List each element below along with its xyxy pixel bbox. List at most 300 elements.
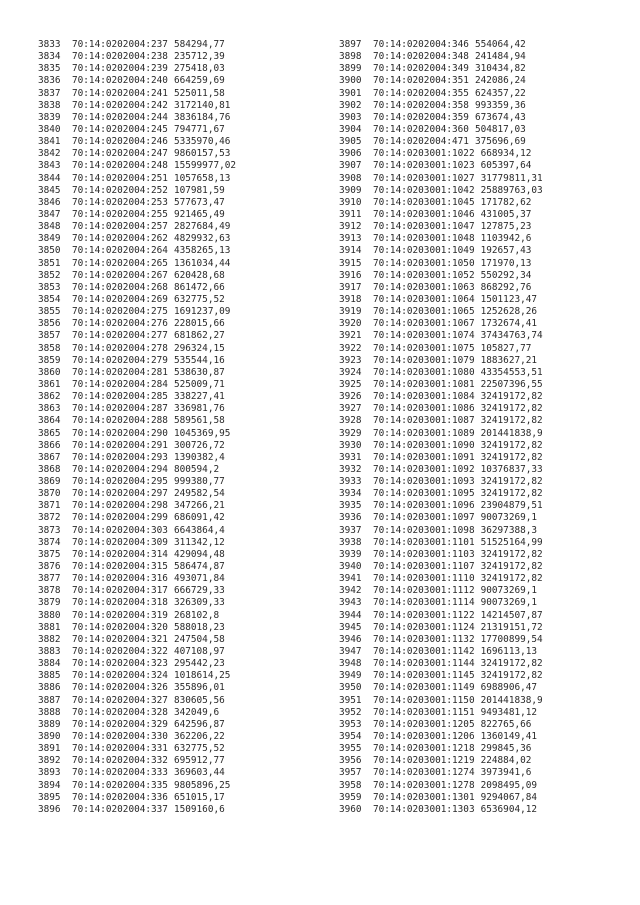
row-number: 3949 xyxy=(339,670,362,682)
row-number: 3890 xyxy=(38,731,61,743)
value-cell: 1057658,13 xyxy=(173,172,231,184)
table-row xyxy=(38,197,236,209)
value-cell: 369603,44 xyxy=(173,767,225,779)
row-number: 3912 xyxy=(339,221,362,233)
row-number: 3959 xyxy=(339,791,362,803)
value-cell: 1509160,6 xyxy=(173,803,225,815)
table-row xyxy=(38,415,236,427)
cadastral-number: 70:14:0203001:1080 xyxy=(373,366,475,378)
value-cell: 868292,76 xyxy=(480,281,532,293)
cadastral-number: 70:14:0202004:242 xyxy=(72,99,168,111)
table-row xyxy=(38,270,236,282)
cadastral-number: 70:14:0203001:1046 xyxy=(373,208,475,220)
row-number: 3872 xyxy=(38,512,61,524)
value-cell: 525009,71 xyxy=(173,378,225,390)
value-cell: 9805896,25 xyxy=(173,779,231,791)
value-cell: 6988906,47 xyxy=(480,682,538,694)
table-row xyxy=(339,112,543,124)
value-cell: 9860157,53 xyxy=(173,148,231,160)
value-cell: 362206,22 xyxy=(173,731,225,743)
table-row xyxy=(38,318,236,330)
value-cell: 830605,56 xyxy=(173,694,225,706)
row-number: 3936 xyxy=(339,512,362,524)
value-cell: 37434763,74 xyxy=(480,330,543,342)
cadastral-number: 70:14:0203001:1049 xyxy=(373,245,475,257)
cadastral-number: 70:14:0203001:1124 xyxy=(373,621,475,633)
cadastral-number: 70:14:0202004:321 xyxy=(72,633,168,645)
row-number: 3886 xyxy=(38,682,61,694)
value-cell: 17700899,54 xyxy=(480,633,543,645)
table-row xyxy=(38,282,236,294)
table-row xyxy=(339,573,543,585)
row-number: 3925 xyxy=(339,378,362,390)
row-number: 3885 xyxy=(38,670,61,682)
value-cell: 1018614,25 xyxy=(173,670,231,682)
table-row xyxy=(339,209,543,221)
table-row xyxy=(339,780,543,792)
cadastral-number: 70:14:0203001:1096 xyxy=(373,500,475,512)
table-row xyxy=(38,804,236,816)
cadastral-number: 70:14:0203001:1150 xyxy=(373,694,475,706)
cadastral-number: 70:14:0202004:324 xyxy=(72,670,168,682)
value-cell: 43354553,51 xyxy=(480,366,543,378)
table-row xyxy=(339,646,543,658)
value-cell: 673674,43 xyxy=(474,111,526,123)
table-row xyxy=(38,100,236,112)
table-row xyxy=(38,682,236,694)
table-row xyxy=(339,561,543,573)
table-row xyxy=(38,440,236,452)
value-cell: 296324,15 xyxy=(173,342,225,354)
cadastral-number: 70:14:0202004:337 xyxy=(72,803,168,815)
value-cell: 686091,42 xyxy=(173,512,225,524)
cadastral-number: 70:14:0202004:358 xyxy=(373,99,469,111)
row-number: 3921 xyxy=(339,330,362,342)
cadastral-number: 70:14:0202004:237 xyxy=(72,39,168,50)
cadastral-number: 70:14:0203001:1103 xyxy=(373,548,475,560)
row-number: 3841 xyxy=(38,136,61,148)
value-cell: 242086,24 xyxy=(474,75,526,87)
row-number: 3896 xyxy=(38,803,61,815)
row-number: 3842 xyxy=(38,148,61,160)
row-number: 3891 xyxy=(38,743,61,755)
row-number: 3911 xyxy=(339,208,362,220)
cadastral-number: 70:14:0202004:269 xyxy=(72,293,168,305)
value-cell: 342049,6 xyxy=(173,706,220,718)
table-row xyxy=(339,75,543,87)
row-number: 3932 xyxy=(339,463,362,475)
value-cell: 32419172,82 xyxy=(480,670,543,682)
cadastral-number: 70:14:0203001:1042 xyxy=(373,184,475,196)
table-row xyxy=(339,415,543,427)
value-cell: 5335970,46 xyxy=(173,136,231,148)
cadastral-number: 70:14:0202004:295 xyxy=(72,476,168,488)
table-row xyxy=(339,682,543,694)
row-number: 3862 xyxy=(38,391,61,403)
cadastral-number: 70:14:0202004:287 xyxy=(72,403,168,415)
row-number: 3928 xyxy=(339,415,362,427)
row-number: 3846 xyxy=(38,196,61,208)
value-cell: 32419172,82 xyxy=(480,573,543,585)
table-row xyxy=(38,610,236,622)
row-number: 3853 xyxy=(38,281,61,293)
row-number: 3909 xyxy=(339,184,362,196)
value-cell: 9493481,12 xyxy=(480,706,538,718)
cadastral-number: 70:14:0202004:323 xyxy=(72,658,168,670)
value-cell: 993359,36 xyxy=(474,99,526,111)
row-number: 3865 xyxy=(38,427,61,439)
value-cell: 1252628,26 xyxy=(480,306,538,318)
cadastral-number: 70:14:0203001:1145 xyxy=(373,670,475,682)
value-cell: 268102,8 xyxy=(173,609,220,621)
table-row xyxy=(339,804,543,816)
cadastral-number: 70:14:0202004:303 xyxy=(72,524,168,536)
table-row xyxy=(339,136,543,148)
cadastral-number: 70:14:0202004:331 xyxy=(72,743,168,755)
cadastral-number: 70:14:0202004:327 xyxy=(72,694,168,706)
row-number: 3946 xyxy=(339,633,362,645)
row-number: 3950 xyxy=(339,682,362,694)
table-row xyxy=(339,63,543,75)
cadastral-number: 70:14:0202004:255 xyxy=(72,208,168,220)
table-row xyxy=(38,221,236,233)
table-row xyxy=(339,767,543,779)
table-row xyxy=(339,792,543,804)
left-column xyxy=(38,39,236,816)
table-row xyxy=(339,476,543,488)
row-number: 3944 xyxy=(339,609,362,621)
cadastral-number: 70:14:0202004:351 xyxy=(373,75,469,87)
row-number: 3884 xyxy=(38,658,61,670)
row-number: 3904 xyxy=(339,123,362,135)
cadastral-number: 70:14:0202004:245 xyxy=(72,123,168,135)
value-cell: 588018,23 xyxy=(173,621,225,633)
value-cell: 525011,58 xyxy=(173,87,225,99)
row-number: 3854 xyxy=(38,293,61,305)
table-row xyxy=(339,355,543,367)
cadastral-number: 70:14:0202004:252 xyxy=(72,184,168,196)
cadastral-number: 70:14:0203001:1218 xyxy=(373,743,475,755)
cadastral-number: 70:14:0203001:1065 xyxy=(373,306,475,318)
row-number: 3882 xyxy=(38,633,61,645)
value-cell: 681862,27 xyxy=(173,330,225,342)
cadastral-number: 70:14:0202004:246 xyxy=(72,136,168,148)
value-cell: 6643864,4 xyxy=(173,524,225,536)
row-number: 3914 xyxy=(339,245,362,257)
row-number: 3938 xyxy=(339,536,362,548)
cadastral-number: 70:14:0203001:1091 xyxy=(373,451,475,463)
value-cell: 32419172,82 xyxy=(480,548,543,560)
value-cell: 431005,37 xyxy=(480,208,532,220)
value-cell: 586474,87 xyxy=(173,561,225,573)
cadastral-number: 70:14:0202004:315 xyxy=(72,561,168,573)
value-cell: 642596,87 xyxy=(173,718,225,730)
table-row xyxy=(38,294,236,306)
row-number: 3866 xyxy=(38,439,61,451)
table-row xyxy=(38,39,236,51)
value-cell: 1390382,4 xyxy=(173,451,225,463)
table-row xyxy=(339,731,543,743)
table-row xyxy=(38,695,236,707)
cadastral-number: 70:14:0202004:241 xyxy=(72,87,168,99)
table-row xyxy=(38,403,236,415)
row-number: 3908 xyxy=(339,172,362,184)
table-row xyxy=(339,100,543,112)
value-cell: 311342,12 xyxy=(173,536,225,548)
table-row xyxy=(339,51,543,63)
cadastral-number: 70:14:0203001:1107 xyxy=(373,561,475,573)
row-number: 3887 xyxy=(38,694,61,706)
table-row xyxy=(38,500,236,512)
table-row xyxy=(339,294,543,306)
cadastral-number: 70:14:0202004:328 xyxy=(72,706,168,718)
value-cell: 4358265,13 xyxy=(173,245,231,257)
table-row xyxy=(38,719,236,731)
table-row xyxy=(38,780,236,792)
value-cell: 32419172,82 xyxy=(480,476,543,488)
row-number: 3960 xyxy=(339,803,362,815)
table-row xyxy=(38,75,236,87)
table-row xyxy=(339,658,543,670)
row-number: 3873 xyxy=(38,524,61,536)
value-cell: 632775,52 xyxy=(173,293,225,305)
table-row xyxy=(38,343,236,355)
row-number: 3858 xyxy=(38,342,61,354)
row-number: 3927 xyxy=(339,403,362,415)
table-row xyxy=(339,173,543,185)
cadastral-number: 70:14:0203001:1052 xyxy=(373,269,475,281)
value-cell: 861472,66 xyxy=(173,281,225,293)
row-number: 3923 xyxy=(339,354,362,366)
table-row xyxy=(339,585,543,597)
table-row xyxy=(339,258,543,270)
table-row xyxy=(38,525,236,537)
row-number: 3945 xyxy=(339,621,362,633)
row-number: 3856 xyxy=(38,318,61,330)
table-row xyxy=(38,549,236,561)
cadastral-number: 70:14:0202004:251 xyxy=(72,172,168,184)
row-number: 3889 xyxy=(38,718,61,730)
table-row xyxy=(38,112,236,124)
table-row xyxy=(38,597,236,609)
cadastral-number: 70:14:0202004:238 xyxy=(72,51,168,63)
table-row xyxy=(339,343,543,355)
row-number: 3913 xyxy=(339,233,362,245)
value-cell: 310434,82 xyxy=(474,63,526,75)
cadastral-number: 70:14:0202004:268 xyxy=(72,281,168,293)
row-number: 3857 xyxy=(38,330,61,342)
value-cell: 664259,69 xyxy=(173,75,225,87)
value-cell: 429094,48 xyxy=(173,548,225,560)
row-number: 3888 xyxy=(38,706,61,718)
row-number: 3931 xyxy=(339,451,362,463)
value-cell: 1732674,41 xyxy=(480,318,538,330)
right-column xyxy=(339,39,543,816)
table-row xyxy=(339,185,543,197)
table-row xyxy=(38,379,236,391)
row-number: 3939 xyxy=(339,548,362,560)
value-cell: 3172140,81 xyxy=(173,99,231,111)
cadastral-number: 70:14:0202004:248 xyxy=(72,160,168,172)
table-row xyxy=(339,634,543,646)
cadastral-number: 70:14:0202004:262 xyxy=(72,233,168,245)
cadastral-number: 70:14:0202004:247 xyxy=(72,148,168,160)
table-row xyxy=(38,136,236,148)
cadastral-number: 70:14:0203001:1023 xyxy=(373,160,475,172)
value-cell: 3836184,76 xyxy=(173,111,231,123)
cadastral-number: 70:14:0203001:1074 xyxy=(373,330,475,342)
cadastral-number: 70:14:0202004:360 xyxy=(373,123,469,135)
cadastral-number: 70:14:0202004:294 xyxy=(72,463,168,475)
cadastral-number: 70:14:0203001:1132 xyxy=(373,633,475,645)
table-row xyxy=(38,258,236,270)
cadastral-number: 70:14:0202004:320 xyxy=(72,621,168,633)
table-row xyxy=(38,476,236,488)
cadastral-number: 70:14:0202004:265 xyxy=(72,257,168,269)
table-row xyxy=(38,391,236,403)
row-number: 3840 xyxy=(38,123,61,135)
cadastral-number: 70:14:0202004:326 xyxy=(72,682,168,694)
cadastral-number: 70:14:0203001:1064 xyxy=(373,293,475,305)
cadastral-number: 70:14:0203001:1050 xyxy=(373,257,475,269)
cadastral-number: 70:14:0202004:319 xyxy=(72,609,168,621)
value-cell: 32419172,82 xyxy=(480,658,543,670)
cadastral-number: 70:14:0202004:355 xyxy=(373,87,469,99)
cadastral-number: 70:14:0202004:253 xyxy=(72,196,168,208)
value-cell: 336981,76 xyxy=(173,403,225,415)
row-number: 3892 xyxy=(38,755,61,767)
value-cell: 275418,03 xyxy=(173,63,225,75)
value-cell: 624357,22 xyxy=(474,87,526,99)
row-number: 3883 xyxy=(38,646,61,658)
value-cell: 32419172,82 xyxy=(480,403,543,415)
value-cell: 794771,67 xyxy=(173,123,225,135)
cadastral-number: 70:14:0202004:240 xyxy=(72,75,168,87)
row-number: 3874 xyxy=(38,536,61,548)
value-cell: 695912,77 xyxy=(173,755,225,767)
value-cell: 241484,94 xyxy=(474,51,526,63)
cadastral-number: 70:14:0202004:318 xyxy=(72,597,168,609)
cadastral-number: 70:14:0203001:1090 xyxy=(373,439,475,451)
value-cell: 171782,62 xyxy=(480,196,532,208)
value-cell: 300726,72 xyxy=(173,439,225,451)
row-number: 3878 xyxy=(38,585,61,597)
value-cell: 1691237,09 xyxy=(173,306,231,318)
value-cell: 1360149,41 xyxy=(480,731,538,743)
value-cell: 2098495,09 xyxy=(480,779,538,791)
cadastral-number: 70:14:0202004:278 xyxy=(72,342,168,354)
value-cell: 3973941,6 xyxy=(480,767,532,779)
row-number: 3847 xyxy=(38,208,61,220)
table-row xyxy=(339,88,543,100)
value-cell: 355896,01 xyxy=(173,682,225,694)
table-row xyxy=(38,148,236,160)
cadastral-number: 70:14:0203001:1081 xyxy=(373,378,475,390)
value-cell: 32419172,82 xyxy=(480,488,543,500)
cadastral-number: 70:14:0203001:1086 xyxy=(373,403,475,415)
value-cell: 249582,54 xyxy=(173,488,225,500)
cadastral-number: 70:14:0202004:264 xyxy=(72,245,168,257)
table-row xyxy=(38,561,236,573)
row-number: 3879 xyxy=(38,597,61,609)
row-number: 3833 xyxy=(38,39,61,50)
value-cell: 295442,23 xyxy=(173,658,225,670)
cadastral-number: 70:14:0203001:1206 xyxy=(373,731,475,743)
cadastral-number: 70:14:0202004:309 xyxy=(72,536,168,548)
row-number: 3895 xyxy=(38,791,61,803)
value-cell: 247504,58 xyxy=(173,633,225,645)
value-cell: 822765,66 xyxy=(480,718,532,730)
value-cell: 201441838,9 xyxy=(480,427,543,439)
cadastral-number: 70:14:0203001:1097 xyxy=(373,512,475,524)
value-cell: 228015,66 xyxy=(173,318,225,330)
cadastral-number: 70:14:0202004:285 xyxy=(72,391,168,403)
row-number: 3897 xyxy=(339,39,362,50)
cadastral-number: 70:14:0202004:317 xyxy=(72,585,168,597)
table-row xyxy=(38,767,236,779)
row-number: 3864 xyxy=(38,415,61,427)
row-number: 3868 xyxy=(38,463,61,475)
cadastral-number: 70:14:0202004:284 xyxy=(72,378,168,390)
value-cell: 651015,17 xyxy=(173,791,225,803)
table-row xyxy=(38,755,236,767)
value-cell: 6536904,12 xyxy=(480,803,538,815)
row-number: 3835 xyxy=(38,63,61,75)
cadastral-number: 70:14:0202004:348 xyxy=(373,51,469,63)
cadastral-number: 70:14:0202004:322 xyxy=(72,646,168,658)
table-row xyxy=(38,367,236,379)
row-number: 3871 xyxy=(38,500,61,512)
row-number: 3838 xyxy=(38,99,61,111)
cadastral-number: 70:14:0203001:1089 xyxy=(373,427,475,439)
table-row xyxy=(38,707,236,719)
table-row xyxy=(38,573,236,585)
value-cell: 326309,33 xyxy=(173,597,225,609)
cadastral-number: 70:14:0203001:1075 xyxy=(373,342,475,354)
value-cell: 2827684,49 xyxy=(173,221,231,233)
value-cell: 36297388,3 xyxy=(480,524,538,536)
cadastral-number: 70:14:0203001:1101 xyxy=(373,536,475,548)
value-cell: 800594,2 xyxy=(173,463,220,475)
row-number: 3951 xyxy=(339,694,362,706)
table-row xyxy=(38,209,236,221)
row-number: 3934 xyxy=(339,488,362,500)
row-number: 3916 xyxy=(339,269,362,281)
table-row xyxy=(38,731,236,743)
row-number: 3919 xyxy=(339,306,362,318)
cadastral-number: 70:14:0203001:1093 xyxy=(373,476,475,488)
table-row xyxy=(38,124,236,136)
table-row xyxy=(339,233,543,245)
value-cell: 1045369,95 xyxy=(173,427,231,439)
cadastral-number: 70:14:0203001:1142 xyxy=(373,646,475,658)
row-number: 3952 xyxy=(339,706,362,718)
cadastral-number: 70:14:0203001:1047 xyxy=(373,221,475,233)
row-number: 3947 xyxy=(339,646,362,658)
value-cell: 605397,64 xyxy=(480,160,532,172)
cadastral-number: 70:14:0202004:471 xyxy=(373,136,469,148)
value-cell: 32419172,82 xyxy=(480,391,543,403)
row-number: 3852 xyxy=(38,269,61,281)
table-row xyxy=(339,379,543,391)
cadastral-number: 70:14:0202004:288 xyxy=(72,415,168,427)
cadastral-number: 70:14:0203001:1098 xyxy=(373,524,475,536)
cadastral-number: 70:14:0202004:277 xyxy=(72,330,168,342)
table-row xyxy=(38,658,236,670)
table-row xyxy=(38,512,236,524)
table-row xyxy=(38,63,236,75)
table-row xyxy=(339,306,543,318)
